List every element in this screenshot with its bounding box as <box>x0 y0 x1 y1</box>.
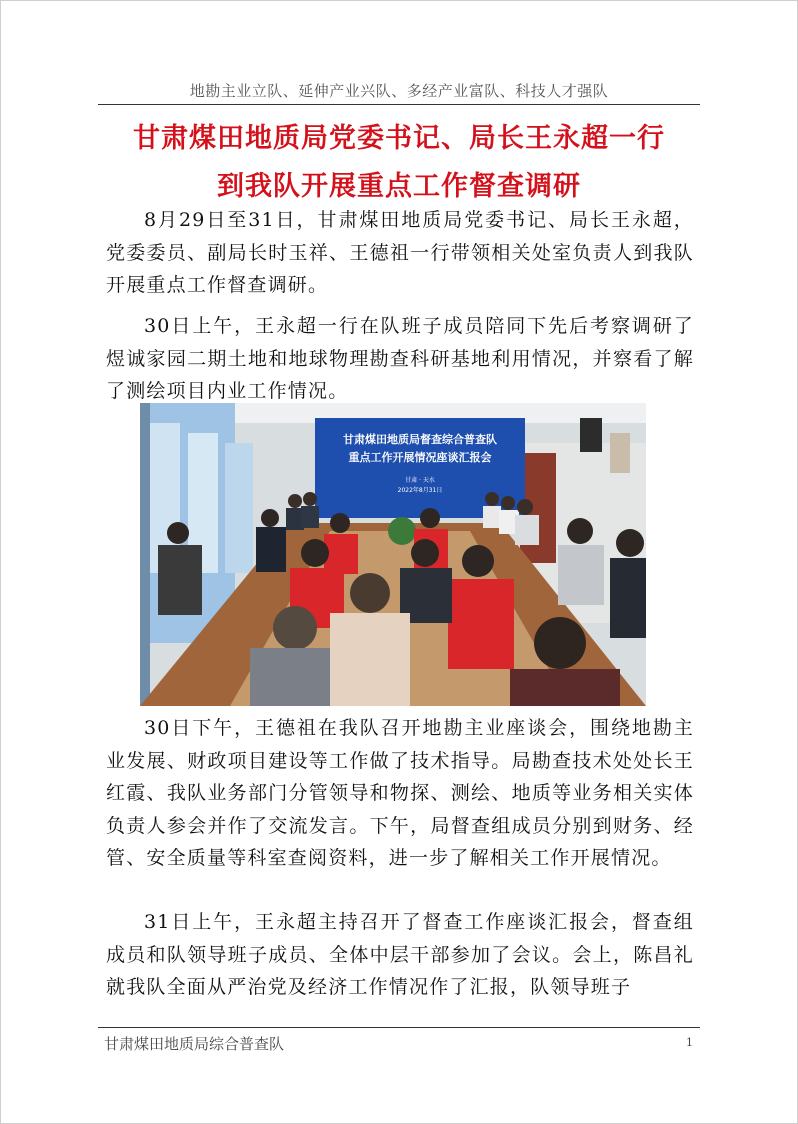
meeting-photo <box>140 403 646 706</box>
screen-banner-place: 甘肃 · 天水 <box>405 477 435 484</box>
screen-banner-line-1: 甘肃煤田地质局督查综合普查队 <box>343 433 497 446</box>
page-number: 1 <box>686 1036 693 1049</box>
paragraph-1: 8月29日至31日，甘肃煤田地质局党委书记、局长王永超，党委委员、副局长时玉祥、王德祖一行带领相关处室负责人到我队开展重点工作督查调研。 <box>106 209 694 296</box>
footer-organization: 甘肃煤田地质局综合普查队 <box>104 1035 285 1053</box>
paragraph-3: 30日下午，王德祖在我队召开地勘主业座谈会，围绕地勘主业发展、财政项目建设等工作做了技术指导。局勘查技术处处长王红霞、我队业务部门分管领导和物探、测绘、地质等业务相关实体负责人参会并作了交流发言。下午，局督查组成员分别到财务、经管、安全质量等科室查阅资料，进一步了解相关工作开展情况。 <box>106 717 694 869</box>
meeting-photo-illustration <box>140 403 646 706</box>
header-slogan: 地勘主业立队、延伸产业兴队、多经产业富队、科技人才强队 <box>189 82 609 100</box>
article-title-line-1: 甘肃煤田地质局党委书记、局长王永超一行 <box>133 123 665 154</box>
paragraph-2: 30日上午，王永超一行在队班子成员陪同下先后考察调研了煜诚家园二期土地和地球物理勘查科研基地利用情况，并察看了解了测绘项目内业工作情况。 <box>106 315 694 402</box>
screen-banner-line-2: 重点工作开展情况座谈汇报会 <box>348 451 492 464</box>
screen-banner-date: 2022年8月31日 <box>397 487 443 494</box>
article-title-line-2: 到我队开展重点工作督查调研 <box>217 171 581 202</box>
footer-divider <box>98 1027 700 1028</box>
header-divider <box>98 104 700 105</box>
paragraph-4: 31日上午，王永超主持召开了督查工作座谈汇报会，督查组成员和队领导班子成员、全体中层干部参加了会议。会上，陈昌礼就我队全面从严治党及经济工作情况作了汇报，队领导班子 <box>106 911 694 998</box>
